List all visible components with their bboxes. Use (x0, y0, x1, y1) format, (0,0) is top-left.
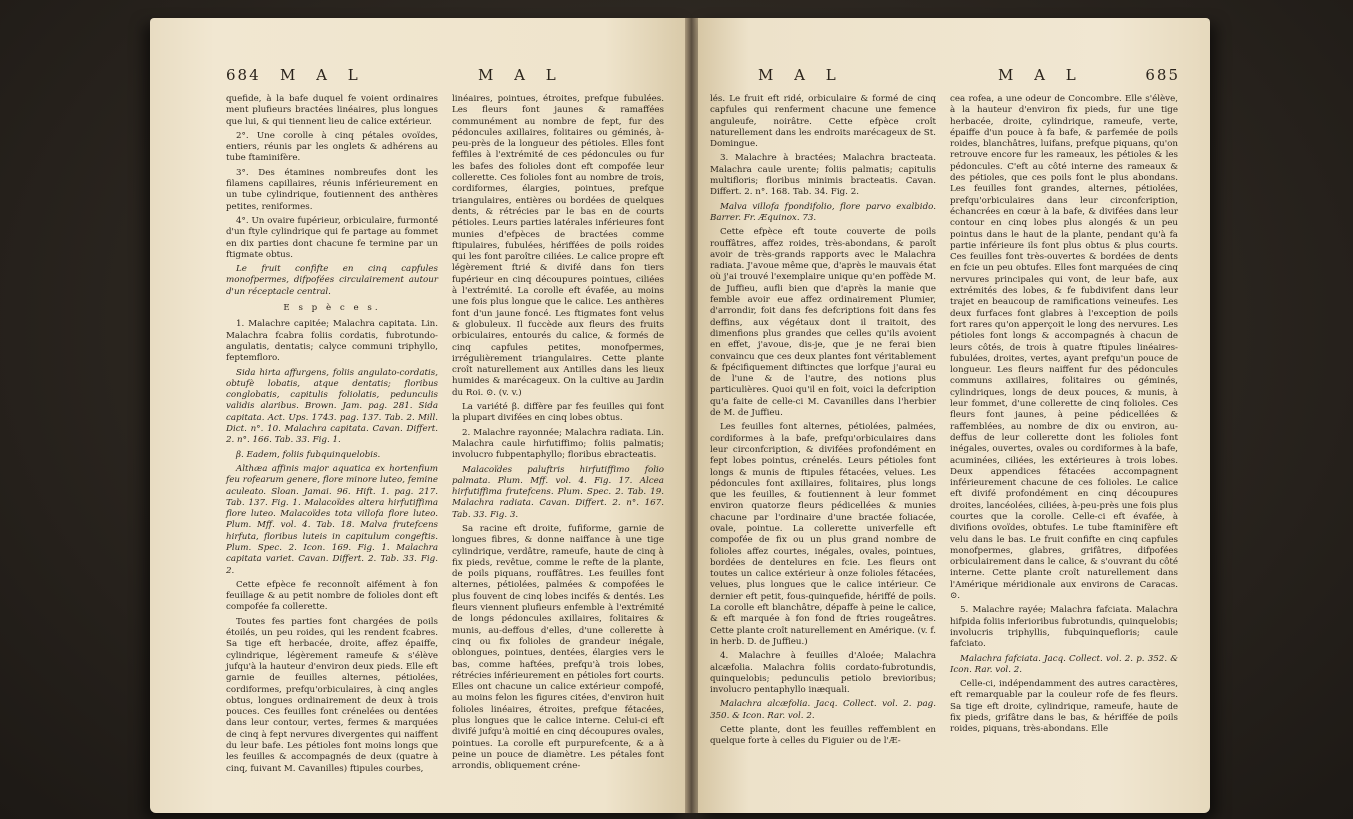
paragraph: Toutes fes parties font chargées de poils étoilés, un peu roides, qui les rendent fcabres. Sa tige eft herbacée, droite, affez épaiffe, cylindrique, légèrement rameufe & s'élève jufqu'à la hauteur d'environ deux pieds. Elle eft garnie de feuilles alternes, pétiolées, cordiformes, prefqu'orbiculaires, à cinq angles obtus, longues ordinairement de deux à trois pouces. Ces feuilles font crénelées ou dentées dans leur contour, vertes, fermes & marquées de cinq à fept nervures divergentes qui naiffent du leur bafe. Les pétioles font moins longs que les feuilles & accompagnés de deux (quatre à cinq, fuivant M. Cavanilles) ftipules courbes, (226, 616, 438, 774)
species-entry: 4. Malachre à feuilles d'Aloée; Malachra alcæfolia. Malachra foliis cordato-fubrotundis, quinquelobis; pedunculis petiolo brevioribus; involucro pentaphyllo inæquali. (710, 651, 936, 696)
left-page-header (150, 66, 685, 90)
paragraph: 4°. Un ovaire fupérieur, orbiculaire, furmonté d'un ftyle cylindrique qui fe partage au fommet en dix parties dont chacune fe termine par un ftigmate obtus. (226, 215, 438, 260)
right-column-a (710, 94, 936, 751)
synonymy: Malachra alcæfolia. Jacq. Collect. vol. 2. pag. 350. & Icon. Rar. vol. 2. (710, 699, 936, 721)
paragraph: Sa racine eft droite, fufiforme, garnie de longues fibres, & donne naiffance à une tige cylindrique, verdâtre, rameufe, haute de cinq à fix pieds, revêtue, comme le refte de la plante, de poils piquans, rouffâtres. Les feuilles font alternes, pétiolées, palmées & compofées le plus fouvent de cinq lobes incifés & dentés. Les fleurs viennent plufieurs enfemble à l'extrémité de longs pédoncules axillaires, folitaires & munis, au-deffous d'elles, d'une collerette à cinq ou fix folioles de grandeur inégale, oblongues, pointues, dentées, élargies vers le bas, comme haftées, prefqu'à trois lobes, rétrécies inférieurement en pétioles fort courts. Elles ont chacune un calice extérieur compofé, au moins felon les figures citées, d'environ huit folioles linéaires, étroites, prefque fétacées, plus longues que le calice interne. Celui-ci eft divifé jufqu'à moitié en cinq découpures ovales, pointues. La corolle eft purpurefcente, & a à peine un pouce de diamètre. Les pétales font arrondis, obliquement créne- (452, 523, 664, 772)
paragraph: quefide, à la bafe duquel fe voient ordinaires ment plufieurs bractées linéaires, plus longues que lui, & qui tiennent lieu de calice extérieur. (226, 94, 438, 127)
paragraph: La variété β. diffère par fes feuilles qui font la plupart divifées en cinq lobes obtus. (452, 402, 664, 424)
right-page-number: 685 (1145, 66, 1180, 84)
paragraph: Cette plante, dont les feuilles reffemblent en quelque forte à celles du Figuier ou de l'Æ- (710, 725, 936, 747)
paragraph: Celle-ci, indépendamment des autres caractères, eft remarquable par la couleur rofe de fes fleurs. Sa tige eft droite, cylindrique, rameufe, haute de fix pieds, grifâtre dans le bas, & hériffée de poils roides, piquans, très-abondans. Elle (950, 679, 1178, 735)
left-running-head-2: M A L (478, 66, 564, 84)
paragraph: 2°. Une corolle à cinq pétales ovoïdes, entiers, réunis par les onglets & adhérens au tube ftaminifère. (226, 130, 438, 164)
synonymy: Sida hirta affurgens, foliis angulato-cordatis, obtufè lobatis, atque dentatis; floribus conglobatis, capitulis foliolatis, pedunculis validis alaribus. Brown. Jam. pag. 281. Sida capitata. Act. Ups. 1743. pag. 137. Tab. 2. Mill. Dict. n°. 10. Malachra capitata. Cavan. Differt. 2. n°. 166. Tab. 33. Fig. 1. (226, 367, 438, 446)
paragraph: Le fruit confifte en cinq capfules monofpermes, difpofées circulairement autour d'un réceptacle central. (226, 264, 438, 297)
left-column-b (452, 94, 664, 776)
paragraph: Cette efpèce eft toute couverte de poils rouffâtres, affez roides, très-abondans, & paroît avoir de très-grands rapports avec le Malachra radiata. J'avoue même que, d'après le mauvais état où j'ai trouvé l'exemplaire unique qu'en poffède M. de Juffieu, aufli bien que d'après la manie que femble avoir eue affez ordinairement Plumier, d'arrondir, foit dans fes defcriptions foit dans fes deffins, aux végétaux dont il traitoit, des dimenfions plus grandes que celles qu'ils avoient en effet, j'avoue, dis-je, que je ne ferai bien convaincu que ces deux plantes font véritablement & fpécifiquement diftinctes que lorfque j'aurai eu de l'une & de l'autre, des notions plus particulières. Quoi qu'il en foit, voici la defcription qu'a faite de celle-ci M. Cavanilles dans l'herbier de M. de Juffieu. (710, 227, 936, 419)
left-running-head-1: M A L (280, 66, 366, 84)
species-entry: 3. Malachre à bractées; Malachra bracteata. Malachra caule urente; foliis palmatis; capitulis multifloris; floribus minimis bracteatis. Cavan. Differt. 2. n°. 168. Tab. 34. Fig. 2. (710, 153, 936, 198)
paragraph: 3°. Des étamines nombreufes dont les filamens capillaires, réunis inférieurement en un tube cylindrique, foutiennent des anthères petites, reniformes. (226, 167, 438, 212)
paragraph: Cette efpèce fe reconnoît aifément à fon feuillage & au petit nombre de folioles dont eft compofée fa collerette. (226, 579, 438, 613)
right-running-head-1: M A L (758, 66, 844, 84)
species-entry: 1. Malachre capitée; Malachra capitata. Lin. Malachra fcabra foliis cordatis, fubrotundo-angulatis, dentatis; calyce communi triphyllo, feptemfloro. (226, 319, 438, 364)
left-column-a (226, 94, 438, 778)
synonymy: Malva villofa fpondifolio, flore parvo exalbido. Barrer. Fr. Æquinox. 73. (710, 201, 936, 223)
left-page (150, 18, 685, 813)
section-heading: E s p è c e s. (283, 303, 381, 314)
paragraph: cea rofea, a une odeur de Concombre. Elle s'élève, à la hauteur d'environ fix pieds, fur une tige herbacée, droite, cylindrique, rameufe, verte, épaiffe d'un pouce à fa bafe, & parfemée de poils roides, blanchâtres, luifans, prefque piquans, qu'on retrouve encore fur les rameaux, les pétioles & les pédoncules. C'eft au côté interne des rameaux & des pétioles, que ces poils font le plus abondans. Les feuilles font grandes, alternes, pétiolées, prefqu'orbiculaires dans leur circonfcription, échancrées en cœur à la bafe, & divifées dans leur contour en cinq lobes plus alongés & un peu pointus dans le haut de la plante, pendant qu'à fa partie inférieure ils font plus obtus & plus courts. Ces feuilles font très-ouvertes & bordées de dents en fcie un peu obtufes. Elles font marquées de cinq nervures principales qui vont, de leur bafe, aux extrémités des lobes, & fe fubdivifent dans leur trajet en beaucoup de ramifications veineufes. Les deux furfaces font glabres à l'exception de poils fort rares qu'on apperçoit le long des nervures. Les pétioles font longs & accompagnés à chacun de leurs côtés, de trois à quatre ftipules linéaires-fubulées, droites, vertes, ayant prefqu'un pouce de longueur. Les fleurs naiffent fur des pédoncules communs axillaires, folitaires ou géminés, cylindriques, longs de deux pouces, & munis, à leur fommet, d'une collerette de cinq folioles. Ces fleurs font jaunes, à peine pédicellées & raffemblées, au nombre de dix ou environ, au-deffus de leur collerette dont les folioles font inégales, ouvertes, ovales ou cordiformes à la bafe, acuminées, ciliées, les extérieures à trois lobes. Deux appendices fétacées accompagnent inférieurement chacune de ces folioles. Le calice eft divifé profondément en cinq découpures droites, lancéolées, ciliées, à-peu-près une fois plus courtes que la corolle. Celle-ci eft évafée, à divifions ovoïdes, obtufes. Le tube ftaminifère eft velu dans le bas. Le fruit confifte en cinq capfules monofpermes, glabres, grifâtres, difpofées orbiculairement dans le calice, & s'ouvrant du côté interne. Cette plante croît naturellement dans l'Amérique méridionale aux environs de Caracas. ⊙. (950, 94, 1178, 602)
right-running-head-2: M A L (998, 66, 1084, 84)
synonymy: Malachra fafciata. Jacq. Collect. vol. 2. p. 352. & Icon. Rar. vol. 2. (950, 653, 1178, 675)
book-gutter (685, 18, 698, 813)
right-column-b (950, 94, 1178, 739)
paragraph: linéaires, pointues, étroites, prefque fubulées. Les fleurs font jaunes & ramaffées communément au nombre de fept, fur des pédoncules axillaires, folitaires ou géminés, à-peu-près de la longueur des pétioles. Elles font feffiles à l'extrémité de ces pédoncules ou fur les bafes des folioles dont eft compofée leur collerette. Ces folioles font au nombre de trois, cordiformes, élargies, pointues, prefque triangulaires, entières ou bordées de quelques dents, & rétrécies par le bas en de courts pétioles. Leurs parties latérales inférieures font munies d'efpèces de bractées comme ftipulaires, fubulées, hériffées de poils roides qui les font paroître ciliées. Le calice propre eft légèrement ftrié & divifé dans fon tiers fupérieur en cinq découpures pointues, ciliées à l'extrémité. La corolle eft évafée, au moins une fois plus longue que le calice. Les anthères font d'un jaune foncé. Les ftigmates font velus & globuleux. Il fuccède aux fleurs des fruits orbiculaires, entourés du calice, & formés de cinq capfules petites, monofpermes, irrégulièrement triangulaires. Cette plante croît naturellement aux Antilles dans les lieux humides & marécageux. On la cultive au Jardin du Roi. ⊙. (v. v.) (452, 94, 664, 398)
right-page (698, 18, 1210, 813)
paragraph: lés. Le fruit eft ridé, orbiculaire & formé de cinq capfules qui renferment chacune une femence anguleufe, noirâtre. Cette efpèce croît naturellement dans les endroits marécageux de St. Domingue. (710, 94, 936, 150)
species-entry: 5. Malachre rayée; Malachra fafciata. Malachra hifpida foliis inferioribus fubrotundis, quinquelobis; involucris triphyllis, fubquinquefloris; caule fafciato. (950, 605, 1178, 650)
paragraph: Les feuilles font alternes, pétiolées, palmées, cordiformes à la bafe, prefqu'orbiculaires dans leur circonfcription, & divifées profondément en fept lobes pointus, crénelés. Leurs pétioles font longs & munis de ftipules fétacées, velues. Les pédoncules font axillaires, folitaires, plus longs que les feuilles, & foutiennent à leur fommet environ quatorze fleurs pédicellées & munies chacune par l'ordinaire d'une bractée foliacée, ovale, pointue. La collerette univerfelle eft compofée de fix ou un plus grand nombre de folioles affez courtes, inégales, ovales, pointues, bordées de dentelures en fcie. Les fleurs ont toutes un calice extérieur à onze folioles fétacées, velues, plus longues que le calice intérieur. Ce dernier eft petit, fous-quinquefide, hériffé de poils. La corolle eft blanchâtre, dépaffe à peine le calice, & eft marquée à fon fond de ftries rougeâtres. Cette plante croît naturellement en Amérique. (v. f. in herb. D. de Juffieu.) (710, 422, 936, 647)
synonymy: Althæa affinis major aquatica ex hortenfium feu rofearum genere, flore minore luteo, femine aculeato. Sloan. Jamai. 96. Hift. 1. pag. 217. Tab. 137. Fig. 1. Malacoïdes altera hirfutiffima flore luteo. Malacoïdes tota villofa flore luteo. Plum. Mff. vol. 4. Tab. 18. Malva frutefcens hirfuta, floribus luteis in capitulum congeftis. Plum. Spec. 2. Icon. 169. Fig. 1. Malachra capitata variet. Cavan. Differt. 2. Tab. 33. Fig. 2. (226, 463, 438, 576)
right-page-header (698, 66, 1210, 90)
left-page-number: 684 (226, 66, 261, 84)
open-book (150, 18, 1210, 813)
variety: β. Eadem, foliis fubquinquelobis. (236, 449, 381, 460)
species-entry: 2. Malachre rayonnée; Malachra radiata. Lin. Malachra caule hirfutiffimo; foliis palmatis; involucro fubpentaphyllo; floribus ebracteatis. (452, 427, 664, 461)
synonymy: Malacoïdes paluftris hirfutiffimo folio palmata. Plum. Mff. vol. 4. Fig. 17. Alcea hirfutiffima frutefcens. Plum. Spec. 2. Tab. 19. Malachra radiata. Cavan. Differt. 2. n°. 167. Tab. 33. Fig. 3. (452, 464, 664, 520)
